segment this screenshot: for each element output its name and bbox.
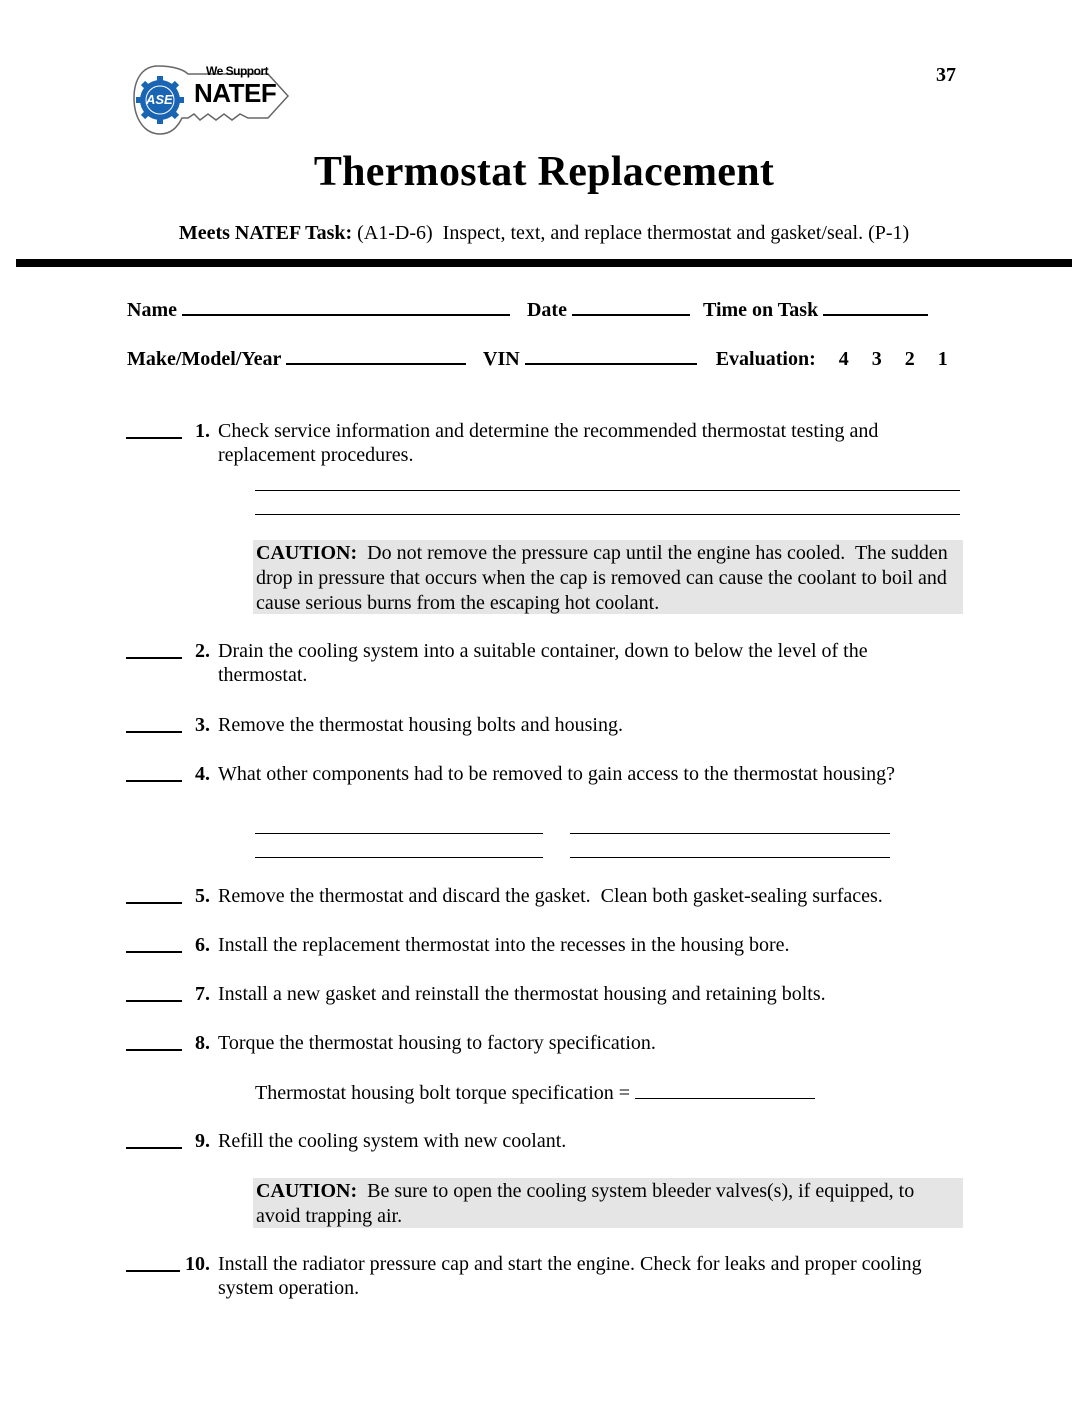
step-checkbox-line[interactable] [126,982,182,1002]
step-number: 4. [195,763,210,785]
caution-label: CAUTION: [256,542,358,564]
step-checkbox-line[interactable] [126,933,182,953]
step-4-answer-line-1[interactable] [255,833,543,834]
step-1-answer-line-1[interactable] [255,490,960,491]
logo-top-text: We Support [206,64,269,78]
caution-box-1 [253,540,963,614]
name-date-time-row [127,296,928,322]
logo-main-text: NATEF [194,78,277,108]
vin-field[interactable] [525,345,697,365]
step-4-answer-line-3[interactable] [255,857,543,858]
step-number: 10. [185,1253,210,1275]
step-checkbox-line[interactable] [126,762,182,782]
step-checkbox-line[interactable] [126,419,182,439]
torque-spec-field[interactable] [635,1080,815,1099]
step-checkbox-line[interactable] [126,1252,180,1272]
evaluation-option-3[interactable]: 3 [871,348,882,370]
make-model-year-field[interactable] [286,345,466,365]
caution-label: CAUTION: [256,1180,358,1202]
step-1-answer-line-2[interactable] [255,514,960,515]
step-text: Install the replacement thermostat into the recesses in the housing bore. [218,934,790,956]
evaluation-options [821,348,948,370]
date-field[interactable] [572,296,690,316]
vehicle-evaluation-row [127,345,948,371]
step-number: 6. [195,934,210,956]
natef-key-logo-icon [128,58,296,148]
step-number: 5. [195,885,210,907]
page-number: 37 [936,64,956,86]
time-on-task-field[interactable] [823,296,928,316]
step-number: 9. [195,1130,210,1152]
caution-box-2 [253,1178,963,1228]
evaluation-option-1[interactable]: 1 [937,348,948,370]
step-number: 8. [195,1032,210,1054]
task-text: (A1-D-6) Inspect, text, and replace thermostat and gasket/seal. (P-1) [357,222,910,244]
page-title: Thermostat Replacement [313,149,775,195]
task-line [0,222,1088,245]
step-checkbox-line[interactable] [126,639,182,659]
evaluation-label: Evaluation: [715,348,816,370]
step-text: Check service information and determine the recommended thermostat testing and replacement procedures. [218,420,879,466]
step-text: Refill the cooling system with new coolant. [218,1130,567,1152]
name-label: Name [127,299,177,321]
step-text: What other components had to be removed to gain access to the thermostat housing? [218,763,896,785]
step-checkbox-line[interactable] [126,884,182,904]
header-divider [16,259,1072,267]
make-model-year-label: Make/Model/Year [127,348,282,370]
step-text: Install the radiator pressure cap and start the engine. Check for leaks and proper cooling system operation. [218,1253,922,1299]
step-checkbox-line[interactable] [126,1129,182,1149]
torque-spec-row [255,1080,815,1105]
step-4-answer-line-2[interactable] [570,833,890,834]
caution-text: Be sure to open the cooling system bleeder valves(s), if equipped, to avoid trapping air. [256,1180,920,1227]
step-text: Drain the cooling system into a suitable container, down to below the level of the thermostat. [218,640,868,686]
caution-text: Do not remove the pressure cap until the engine has cooled. The sudden drop in pressure that occurs when the cap is removed can cause the coolant to boil and cause serious burns from the escaping hot coolant. [256,542,953,614]
logo-badge-text: ASE [146,92,173,107]
step-number: 3. [195,714,210,736]
step-number: 7. [195,983,210,1005]
step-number: 1. [195,420,210,442]
evaluation-option-2[interactable]: 2 [904,348,915,370]
step-text: Torque the thermostat housing to factory specification. [218,1032,656,1054]
evaluation-option-4[interactable]: 4 [838,348,849,370]
time-on-task-label: Time on Task [702,299,819,321]
step-number: 2. [195,640,210,662]
vin-label: VIN [483,348,520,370]
step-text: Remove the thermostat and discard the gasket. Clean both gasket-sealing surfaces. [218,885,883,907]
step-text: Install a new gasket and reinstall the thermostat housing and retaining bolts. [218,983,826,1005]
task-label: Meets NATEF Task: [178,222,353,244]
step-checkbox-line[interactable] [126,1031,182,1051]
name-field[interactable] [182,296,510,316]
date-label: Date [526,299,567,321]
step-4-answer-line-4[interactable] [570,857,890,858]
torque-spec-label: Thermostat housing bolt torque specification = [255,1082,631,1104]
step-text: Remove the thermostat housing bolts and housing. [218,714,623,736]
step-checkbox-line[interactable] [126,713,182,733]
